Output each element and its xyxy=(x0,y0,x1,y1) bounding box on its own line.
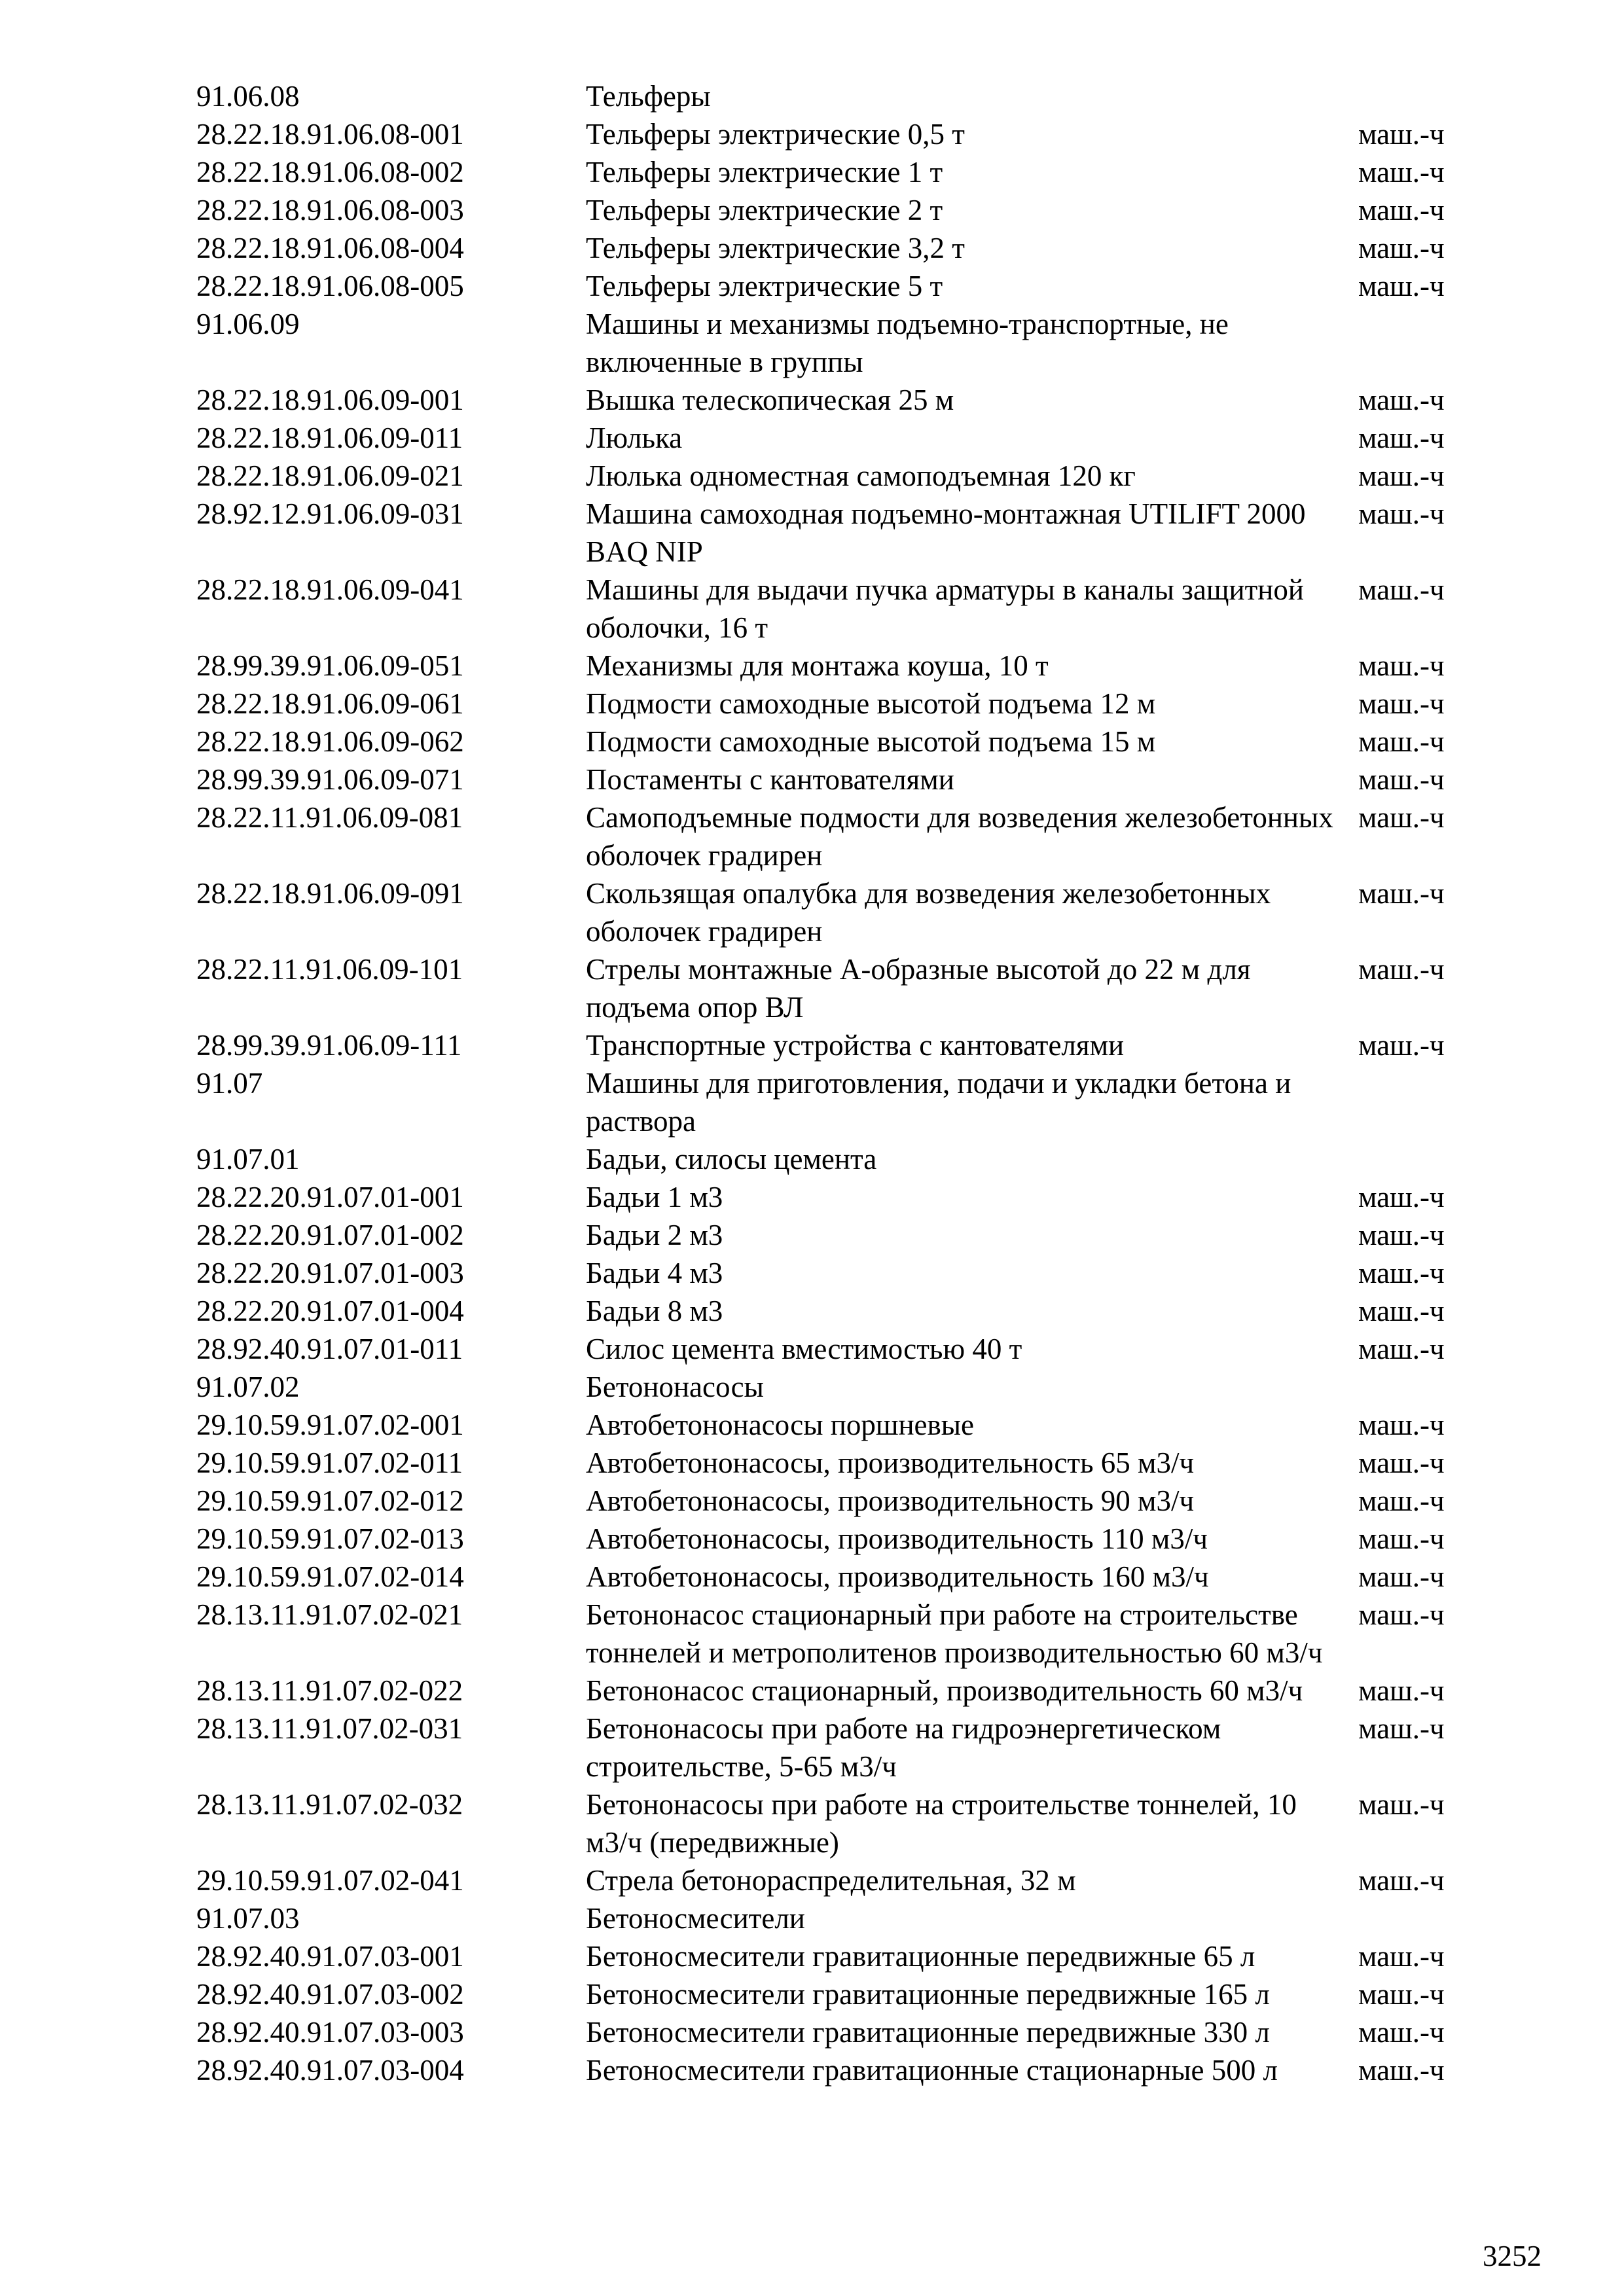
resource-unit: маш.-ч xyxy=(1358,1446,1445,1479)
resource-code: 28.13.11.91.07.02-032 xyxy=(196,1788,463,1821)
resource-unit: маш.-ч xyxy=(1358,1560,1445,1593)
resource-row xyxy=(196,1140,1492,1178)
resource-code: 28.22.18.91.06.08-002 xyxy=(196,156,464,188)
resource-name: Бетононасос стационарный при работе на строительстве тоннелей и метрополитенов производительностью 60 м3/ч xyxy=(586,1598,1323,1669)
resource-unit: маш.-ч xyxy=(1358,1940,1445,1973)
resource-row xyxy=(196,1026,1492,1064)
resource-name: Подмости самоходные высотой подъема 15 м xyxy=(586,725,1156,758)
resource-code: 91.07.03 xyxy=(196,1902,300,1935)
resource-code: 28.92.12.91.06.09-031 xyxy=(196,497,464,530)
resource-unit: маш.-ч xyxy=(1358,1598,1445,1631)
resource-row xyxy=(196,1861,1492,1899)
resource-row xyxy=(196,723,1492,761)
resource-row xyxy=(196,1937,1492,1975)
resource-row xyxy=(196,1292,1492,1330)
resource-code: 28.22.18.91.06.09-011 xyxy=(196,422,463,454)
resource-row xyxy=(196,1216,1492,1254)
resource-row xyxy=(196,305,1492,381)
resource-name: Бадьи 4 м3 xyxy=(586,1257,723,1289)
resource-row xyxy=(196,798,1492,874)
resource-unit: маш.-ч xyxy=(1358,1295,1445,1327)
resource-name: Бетононасосы xyxy=(586,1371,764,1403)
resource-code: 28.22.20.91.07.01-003 xyxy=(196,1257,464,1289)
resource-name: Тельферы электрические 2 т xyxy=(586,194,943,226)
resource-name: Бетоносмесители гравитационные передвижные 330 л xyxy=(586,2016,1270,2049)
resource-unit: маш.-ч xyxy=(1358,156,1445,188)
resource-name: Бадьи 1 м3 xyxy=(586,1181,723,1213)
resource-unit: маш.-ч xyxy=(1358,1522,1445,1555)
resource-row xyxy=(196,1558,1492,1596)
resource-code: 28.22.18.91.06.09-041 xyxy=(196,573,464,606)
resource-name: Тельферы электрические 0,5 т xyxy=(586,118,965,151)
resource-name: Бетононасосы при работе на строительстве тоннелей, 10 м3/ч (передвижные) xyxy=(586,1788,1297,1859)
resource-name: Автобетононасосы, производительность 90 м3/ч xyxy=(586,1484,1195,1517)
resource-code: 28.22.18.91.06.09-021 xyxy=(196,459,464,492)
resource-name: Самоподъемные подмости для возведения железобетонных оболочек градирен xyxy=(586,801,1333,872)
resource-row xyxy=(196,685,1492,723)
resource-name: Скользящая опалубка для возведения железобетонных оболочек градирен xyxy=(586,877,1271,948)
resource-code: 91.07.02 xyxy=(196,1371,300,1403)
resource-row xyxy=(196,267,1492,305)
resource-row xyxy=(196,419,1492,457)
resource-row xyxy=(196,1975,1492,2013)
resource-code: 28.22.18.91.06.08-005 xyxy=(196,270,464,302)
resource-code: 29.10.59.91.07.02-011 xyxy=(196,1446,463,1479)
resource-row xyxy=(196,1482,1492,1520)
resource-name: Подмости самоходные высотой подъема 12 м xyxy=(586,687,1156,720)
resource-name: Механизмы для монтажа коуша, 10 т xyxy=(586,649,1049,682)
resource-code: 28.99.39.91.06.09-051 xyxy=(196,649,464,682)
resource-name: Стрела бетонораспределительная, 32 м xyxy=(586,1864,1076,1897)
resource-name: Бадьи 8 м3 xyxy=(586,1295,723,1327)
resource-row xyxy=(196,457,1492,495)
resource-list xyxy=(196,77,1492,2089)
resource-code: 91.06.08 xyxy=(196,80,300,113)
resource-row xyxy=(196,1672,1492,1710)
resource-name: Машина самоходная подъемно-монтажная UTILIFT 2000 BAQ NIP xyxy=(586,497,1306,568)
resource-unit: маш.-ч xyxy=(1358,1257,1445,1289)
resource-name: Стрелы монтажные А-образные высотой до 22 м для подъема опор ВЛ xyxy=(586,953,1251,1024)
resource-unit: маш.-ч xyxy=(1358,1181,1445,1213)
resource-unit: маш.-ч xyxy=(1358,2016,1445,2049)
resource-name: Машины для выдачи пучка арматуры в каналы защитной оболочки, 16 т xyxy=(586,573,1304,644)
resource-unit: маш.-ч xyxy=(1358,459,1445,492)
resource-unit: маш.-ч xyxy=(1358,1978,1445,2011)
resource-unit: маш.-ч xyxy=(1358,877,1445,910)
resource-code: 28.13.11.91.07.02-022 xyxy=(196,1674,463,1707)
resource-row xyxy=(196,1596,1492,1672)
resource-code: 28.99.39.91.06.09-111 xyxy=(196,1029,462,1062)
resource-row xyxy=(196,2013,1492,2051)
resource-code: 28.22.18.91.06.09-001 xyxy=(196,384,464,416)
resource-code: 28.22.20.91.07.01-001 xyxy=(196,1181,464,1213)
resource-row xyxy=(196,77,1492,115)
resource-row xyxy=(196,1064,1492,1140)
resource-name: Автобетононасосы, производительность 160 м3/ч xyxy=(586,1560,1209,1593)
resource-row xyxy=(196,647,1492,685)
resource-row xyxy=(196,950,1492,1026)
resource-name: Бетононасосы при работе на гидроэнергетическом строительстве, 5-65 м3/ч xyxy=(586,1712,1221,1783)
resource-code: 28.13.11.91.07.02-021 xyxy=(196,1598,463,1631)
resource-name: Бадьи, силосы цемента xyxy=(586,1143,877,1175)
resource-unit: маш.-ч xyxy=(1358,725,1445,758)
resource-code: 28.92.40.91.07.01-011 xyxy=(196,1333,463,1365)
resource-name: Автобетононасосы, производительность 65 м3/ч xyxy=(586,1446,1195,1479)
resource-row xyxy=(196,1254,1492,1292)
resource-code: 28.92.40.91.07.03-002 xyxy=(196,1978,464,2011)
resource-code: 28.22.11.91.06.09-081 xyxy=(196,801,463,834)
resource-unit: маш.-ч xyxy=(1358,2054,1445,2087)
resource-unit: маш.-ч xyxy=(1358,801,1445,834)
resource-name: Машины для приготовления, подачи и укладки бетона и раствора xyxy=(586,1067,1291,1138)
resource-row xyxy=(196,761,1492,798)
resource-unit: маш.-ч xyxy=(1358,384,1445,416)
resource-code: 28.22.11.91.06.09-101 xyxy=(196,953,463,986)
resource-code: 29.10.59.91.07.02-001 xyxy=(196,1408,464,1441)
resource-code: 28.92.40.91.07.03-003 xyxy=(196,2016,464,2049)
resource-name: Бетоносмесители гравитационные стационарные 500 л xyxy=(586,2054,1278,2087)
page-number: 3252 xyxy=(1483,2240,1542,2272)
resource-unit: маш.-ч xyxy=(1358,1408,1445,1441)
resource-row xyxy=(196,1178,1492,1216)
resource-row xyxy=(196,115,1492,153)
resource-row xyxy=(196,1899,1492,1937)
resource-name: Вышка телескопическая 25 м xyxy=(586,384,954,416)
resource-name: Бадьи 2 м3 xyxy=(586,1219,723,1251)
resource-unit: маш.-ч xyxy=(1358,1864,1445,1897)
resource-unit: маш.-ч xyxy=(1358,1484,1445,1517)
resource-row xyxy=(196,1785,1492,1861)
resource-code: 91.07.01 xyxy=(196,1143,300,1175)
resource-code: 28.22.18.91.06.08-004 xyxy=(196,232,464,264)
resource-name: Бетоносмесители гравитационные передвижные 65 л xyxy=(586,1940,1255,1973)
resource-name: Тельферы электрические 3,2 т xyxy=(586,232,965,264)
resource-unit: маш.-ч xyxy=(1358,649,1445,682)
resource-row xyxy=(196,1710,1492,1785)
resource-code: 28.22.18.91.06.08-003 xyxy=(196,194,464,226)
resource-name: Транспортные устройства с кантователями xyxy=(586,1029,1125,1062)
resource-code: 28.92.40.91.07.03-001 xyxy=(196,1940,464,1973)
resource-code: 28.22.20.91.07.01-002 xyxy=(196,1219,464,1251)
resource-unit: маш.-ч xyxy=(1358,953,1445,986)
resource-code: 28.22.20.91.07.01-004 xyxy=(196,1295,464,1327)
resource-unit: маш.-ч xyxy=(1358,573,1445,606)
resource-row xyxy=(196,571,1492,647)
resource-row xyxy=(196,874,1492,950)
resource-name: Бетоносмесители гравитационные передвижные 165 л xyxy=(586,1978,1270,2011)
resource-row xyxy=(196,229,1492,267)
resource-name: Постаменты с кантователями xyxy=(586,763,954,796)
resource-unit: маш.-ч xyxy=(1358,118,1445,151)
resource-code: 29.10.59.91.07.02-013 xyxy=(196,1522,464,1555)
resource-unit: маш.-ч xyxy=(1358,194,1445,226)
resource-unit: маш.-ч xyxy=(1358,1029,1445,1062)
resource-code: 28.92.40.91.07.03-004 xyxy=(196,2054,464,2087)
resource-unit: маш.-ч xyxy=(1358,422,1445,454)
resource-code: 29.10.59.91.07.02-041 xyxy=(196,1864,464,1897)
resource-row xyxy=(196,2051,1492,2089)
resource-row xyxy=(196,1444,1492,1482)
resource-unit: маш.-ч xyxy=(1358,1674,1445,1707)
resource-code: 91.07 xyxy=(196,1067,263,1100)
resource-unit: маш.-ч xyxy=(1358,270,1445,302)
resource-code: 28.13.11.91.07.02-031 xyxy=(196,1712,463,1745)
resource-code: 91.06.09 xyxy=(196,308,300,340)
resource-unit: маш.-ч xyxy=(1358,1788,1445,1821)
resource-unit: маш.-ч xyxy=(1358,763,1445,796)
resource-unit: маш.-ч xyxy=(1358,232,1445,264)
resource-unit: маш.-ч xyxy=(1358,1219,1445,1251)
resource-row xyxy=(196,495,1492,571)
resource-name: Машины и механизмы подъемно-транспортные, не включенные в группы xyxy=(586,308,1229,378)
resource-code: 28.22.18.91.06.08-001 xyxy=(196,118,464,151)
resource-name: Люлька xyxy=(586,422,683,454)
resource-row xyxy=(196,1368,1492,1406)
resource-row xyxy=(196,153,1492,191)
resource-row xyxy=(196,191,1492,229)
resource-code: 28.22.18.91.06.09-091 xyxy=(196,877,464,910)
resource-code: 29.10.59.91.07.02-014 xyxy=(196,1560,464,1593)
resource-row xyxy=(196,1406,1492,1444)
resource-unit: маш.-ч xyxy=(1358,1333,1445,1365)
resource-code: 28.22.18.91.06.09-062 xyxy=(196,725,464,758)
resource-name: Тельферы электрические 5 т xyxy=(586,270,943,302)
resource-code: 28.99.39.91.06.09-071 xyxy=(196,763,464,796)
resource-name: Тельферы xyxy=(586,80,711,113)
resource-name: Люлька одноместная самоподъемная 120 кг xyxy=(586,459,1136,492)
resource-name: Автобетононасосы, производительность 110 м3/ч xyxy=(586,1522,1208,1555)
resource-unit: маш.-ч xyxy=(1358,1712,1445,1745)
resource-unit: маш.-ч xyxy=(1358,687,1445,720)
resource-name: Бетоносмесители xyxy=(586,1902,805,1935)
resource-code: 29.10.59.91.07.02-012 xyxy=(196,1484,464,1517)
resource-unit: маш.-ч xyxy=(1358,497,1445,530)
resource-row xyxy=(196,1330,1492,1368)
resource-row xyxy=(196,381,1492,419)
resource-name: Тельферы электрические 1 т xyxy=(586,156,943,188)
resource-name: Автобетононасосы поршневые xyxy=(586,1408,974,1441)
resource-name: Силос цемента вместимостью 40 т xyxy=(586,1333,1022,1365)
resource-row xyxy=(196,1520,1492,1558)
resource-code: 28.22.18.91.06.09-061 xyxy=(196,687,464,720)
resource-name: Бетононасос стационарный, производительность 60 м3/ч xyxy=(586,1674,1303,1707)
